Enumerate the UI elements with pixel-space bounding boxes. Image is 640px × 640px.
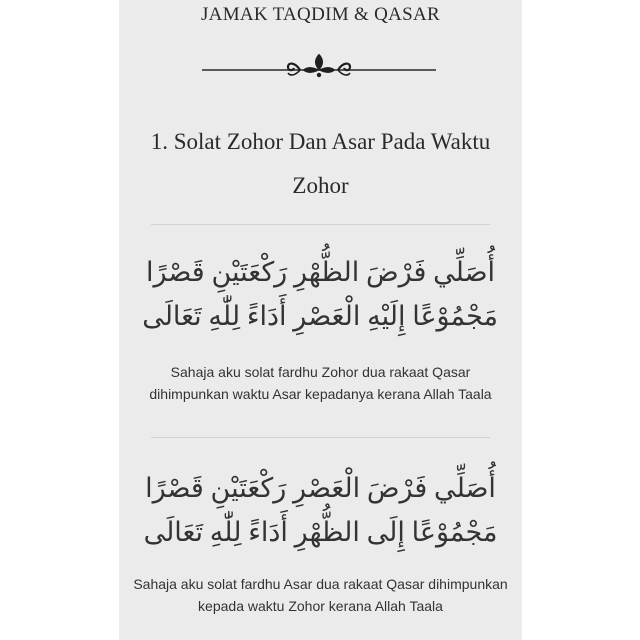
content-page [119,0,522,640]
arabic-niat-line: أُصَلِّي فَرْضَ الظُّهْرِ رَكْعَتَيْنِ قَصْرًا [145,257,496,287]
section-divider [151,224,490,225]
arabic-niat-line: مَجْمُوْعًا إِلَى الظُّهْرِ أَدَاءً لِلّٰهِ تَعَالَى [143,517,498,547]
page-title: JAMAK TAQDIM & QASAR [200,4,440,25]
section-heading: 1. Solat Zohor Dan Asar Pada Waktu Zohor [150,129,491,198]
niat-translation: Sahaja aku solat fardhu Zohor dua rakaat Qasar dihimpunkan waktu Asar kepadanya kerana Allah Taala [149,364,492,402]
section-divider [151,437,490,438]
niat-translation: Sahaja aku solat fardhu Asar dua rakaat Qasar dihimpunkan kepada waktu Zohor kerana Allah Taala [133,576,508,614]
arabic-niat-line: مَجْمُوْعًا إِلَيْهِ الْعَصْرِ أَدَاءً لِلّٰهِ تَعَالَى [142,301,498,331]
flourish-divider-icon [202,50,436,78]
arabic-niat-line: أُصَلِّي فَرْضَ الْعَصْرِ رَكْعَتَيْنِ قَصْرًا [145,473,496,503]
